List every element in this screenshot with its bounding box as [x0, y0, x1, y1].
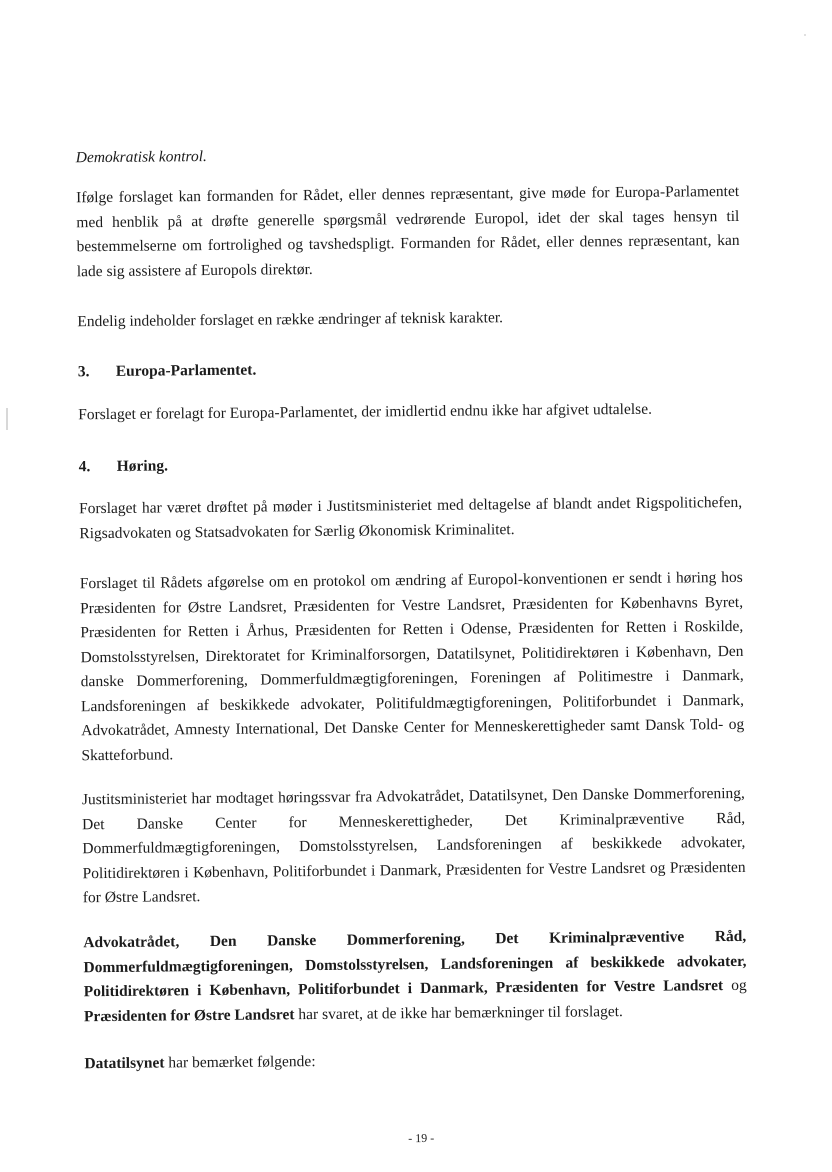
paragraph-demokratisk-kontrol: Ifølge forslaget kan formanden for Rådet, eller dennes repræsentant, give møde for Europa-Parlamentet med henblik på at drøfte generelle spørgsmål vedrørende Europol, idet der skal tages hensyn til bestemmelserne om fortrolighed og tavshedspligt. Formanden for Rådet, eller dennes repræsentant, kan lade sig assistere af Europols direktør.	[76, 182, 740, 280]
bold-respondents: Advokatrådet, Den Danske Dommerforening, Det Kriminalpræventive Råd, Dommerfuldmægtigforeningen, Domstolsstyrelsen, Landsforeningen af beskikkede advokater, Politidirektøren i København, Politiforbundet i Danmark, Præsidenten for Vestre Landsret	[83, 927, 747, 1001]
scan-speck	[804, 34, 806, 36]
bold-datatilsynet: Datatilsynet	[84, 1054, 165, 1073]
section-heading-europa-parlamentet	[78, 354, 741, 385]
section-heading-hoering	[79, 449, 742, 480]
conjunction-text: og	[723, 976, 747, 995]
section-title: Europa-Parlamentet.	[115, 361, 257, 380]
paragraph-tekniske-aendringer: Endelig indeholder forslaget en række ændringer af teknisk karakter.	[77, 309, 504, 331]
paragraph-hoeringsliste: Forslaget til Rådets afgørelse om en protokol om ændring af Europol-konventionen er sendt i høring hos Præsidenten for Østre Landsret, Præsidenten for Vestre Landsret, Præsidenten for Københavns Byret, Præsidenten for Retten i Århus, Præsidenten for Retten i Odense, Præsidenten for Retten i Roskilde, Domstolsstyrelsen, Direktoratet for Kriminalforsorgen, Datatilsynet, Politidirektøren i København, Den danske Dommerforening, Dommerfuldmægtigforeningen, Foreningen af Politimestre i Danmark, Landsforeningen af beskikkede advokater, Politifuldmægtigforeningen, Politiforbundet i Danmark, Advokatrådet, Amnesty International, Det Danske Center for Menneskerettigheder samt Dansk Told- og Skatteforbund.	[79, 568, 745, 764]
paragraph-rest: har svaret, at de ikke har bemærkninger til forslaget.	[294, 1002, 623, 1023]
section-number: 3.	[77, 363, 90, 381]
paragraph-ingen-bemaerkninger	[83, 925, 747, 1029]
section-number: 4.	[78, 458, 91, 476]
section-title: Høring.	[116, 457, 169, 475]
section-subtitle-demokratisk-kontrol: Demokratisk kontrol.	[75, 148, 207, 167]
scan-margin-mark	[6, 408, 8, 430]
paragraph-datatilsynet	[84, 1046, 747, 1077]
bold-respondent-last: Præsidenten for Østre Landsret	[83, 1005, 295, 1025]
paragraph-europa-parlamentet: Forslaget er forelagt for Europa-Parlamentet, der imidlertid endnu ikke har afgivet udtalelse.	[78, 400, 652, 424]
paragraph-modtaget-hoeringssvar: Justitsministeriet har modtaget høringssvar fra Advokatrådet, Datatilsynet, Den Danske Dommerforening, Det Danske Center for Menneskerettigheder, Det Kriminalpræventive Råd, Dommerfuldmægtigforeningen, Domstolsstyrelsen, Landsforeningen af beskikkede advokater, Politidirektøren i København, Politiforbundet i Danmark, Præsidenten for Vestre Landsret og Præsidenten for Østre Landsret.	[81, 784, 746, 907]
paragraph-droeftet-paa-moeder: Forslaget har været drøftet på møder i Justitsministeriet med deltagelse af blandt andet Rigspolitichefen, Rigsadvokaten og Statsadvokaten for Særlig Økonomisk Kriminalitet.	[79, 493, 743, 542]
paragraph-rest: har bemærket følgende:	[164, 1053, 316, 1072]
page-number: - 19 -	[408, 1130, 435, 1146]
